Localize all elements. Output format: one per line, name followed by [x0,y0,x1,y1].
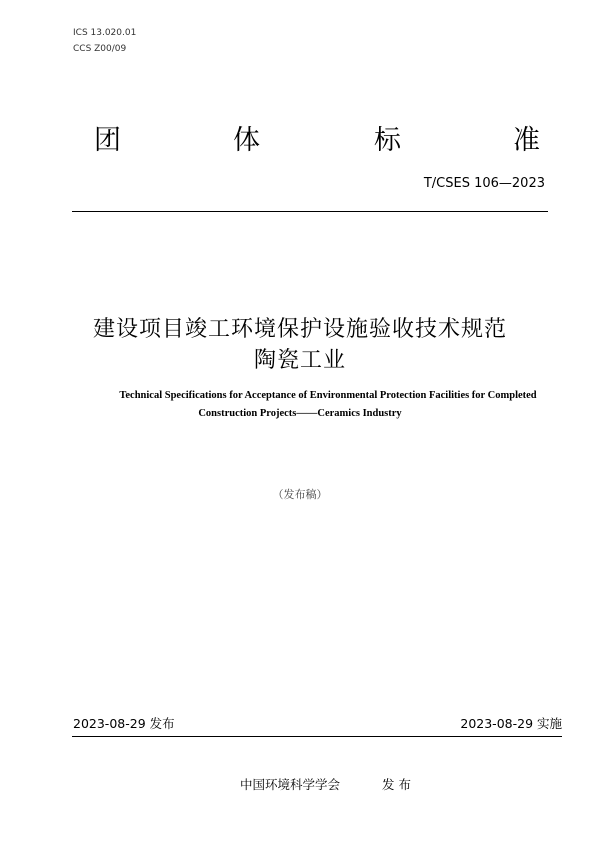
title-cn-line2: 陶瓷工业 [253,348,346,373]
title-cn-line1: 建设项目竣工环境保护设施验收技术规范 [92,317,507,342]
title-en-line1: Technical Specifications for Acceptance of Environmental Protection Facilities for Completed [119,390,537,401]
footer-divider [72,736,562,737]
header-divider [72,211,548,212]
draft-status: （发布稿） [272,488,328,501]
publish-label: 发 布 [382,777,411,792]
kind-char-1: 团 [94,125,121,156]
kind-char-2: 体 [233,125,260,156]
title-en-line2: Construction Projects——Ceramics Industry [198,408,402,419]
standard-number: T/CSES 106—2023 [423,176,545,191]
issue-date: 2023-08-29 发布 [73,716,175,731]
ics-code: ICS 13.020.01 [73,28,137,38]
ccs-code: CCS Z00/09 [73,44,127,54]
kind-char-3: 标 [374,125,401,156]
publisher: 中国环境科学学会 [240,777,341,792]
kind-char-4: 准 [513,125,540,156]
implement-date: 2023-08-29 实施 [460,716,562,731]
